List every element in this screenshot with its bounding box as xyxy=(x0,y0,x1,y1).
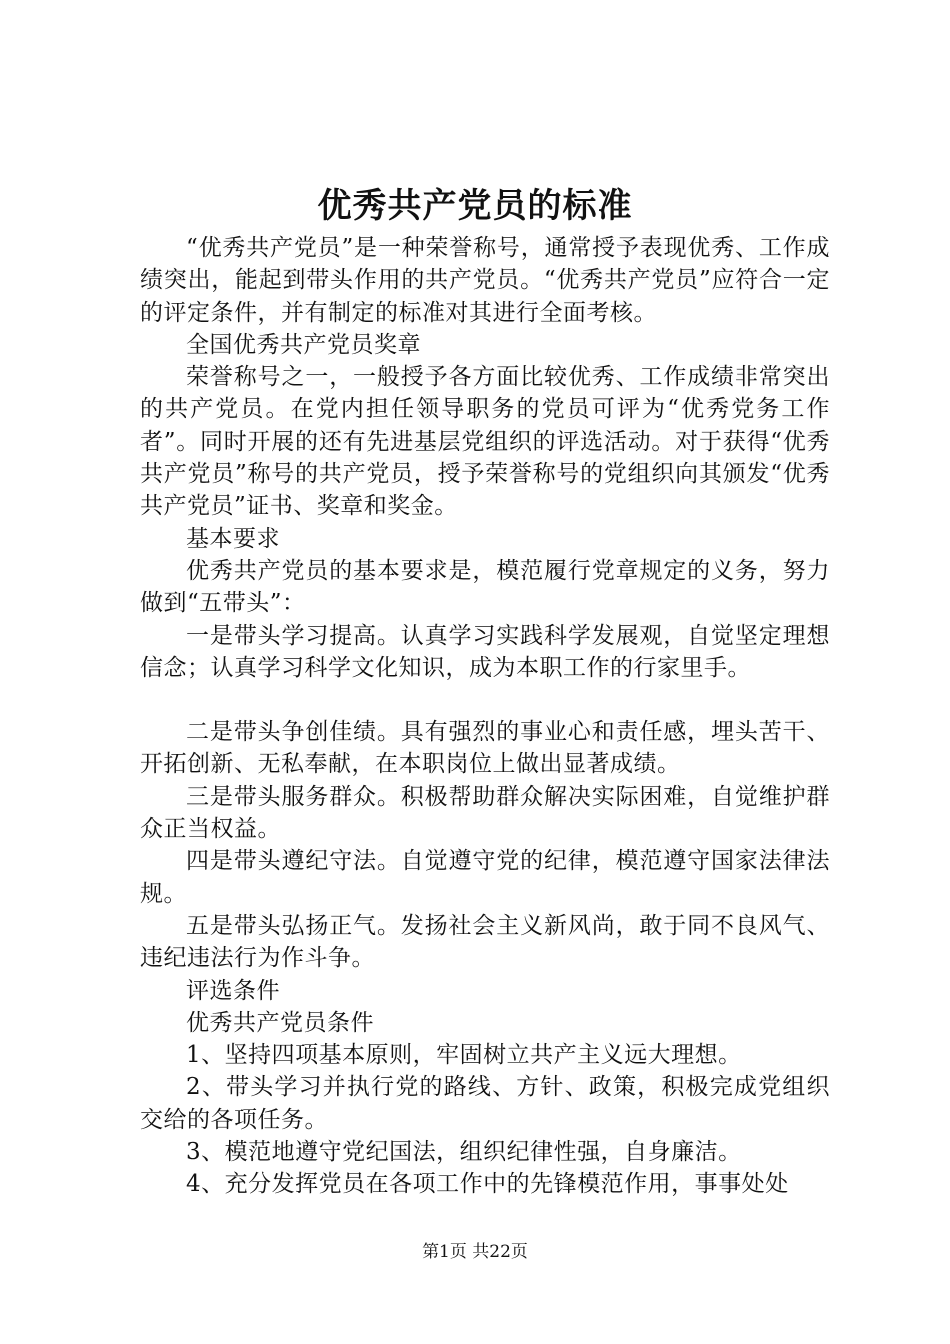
paragraph-requirement-1: 一是带头学习提高。认真学习实践科学发展观，自觉坚定理想信念；认真学习科学文化知识，成为本职工作的行家里手。 xyxy=(140,622,830,681)
paragraph-requirement-2: 二是带头争创佳绩。具有强烈的事业心和责任感，埋头苦干、开拓创新、无私奉献，在本职岗位上做出显著成绩。 xyxy=(140,719,830,778)
paragraph-requirement-4: 四是带头遵纪守法。自觉遵守党的纪律，模范遵守国家法律法规。 xyxy=(140,848,830,907)
document-title: 优秀共产党员的标准 xyxy=(317,186,633,226)
paragraph-requirements-heading: 基本要求 xyxy=(186,525,280,552)
page-footer: 第1页 共22页 xyxy=(422,1242,528,1262)
paragraph-intro: “优秀共产党员”是一种荣誉称号，通常授予表现优秀、工作成绩突出，能起到带头作用的共产党员。“优秀共产党员”应符合一定的评定条件，并有制定的标准对其进行全面考核。 xyxy=(140,235,830,326)
document-body xyxy=(140,232,830,1201)
paragraph-criterion-4: 4、充分发挥党员在各项工作中的先锋模范作用，事事处处 xyxy=(186,1171,789,1198)
paragraph-requirement-3: 三是带头服务群众。积极帮助群众解决实际困难，自觉维护群众正当权益。 xyxy=(140,783,830,843)
paragraph-medal-description: 荣誉称号之一，一般授予各方面比较优秀、工作成绩非常突出的共产党员。在党内担任领导职务的党员可评为“优秀党务工作者”。同时开展的还有先进基层党组织的评选活动。对于获得“优秀共产党员”称号的共产党员，授予荣誉称号的党组织向其颁发“优秀共产党员”证书、奖章和奖金。 xyxy=(140,364,830,520)
paragraph-criteria-heading: 评选条件 xyxy=(186,977,280,1004)
paragraph-requirements-intro: 优秀共产党员的基本要求是，模范履行党章规定的义务，努力做到“五带头”： xyxy=(140,557,830,617)
paragraph-criterion-2: 2、带头学习并执行党的路线、方针、政策，积极完成党组织交给的各项任务。 xyxy=(140,1074,830,1133)
paragraph-medal-heading: 全国优秀共产党员奖章 xyxy=(186,331,421,358)
paragraph-requirement-5: 五是带头弘扬正气。发扬社会主义新风尚，敢于同不良风气、违纪违法行为作斗争。 xyxy=(140,912,830,972)
paragraph-criterion-1: 1、坚持四项基本原则，牢固树立共产主义远大理想。 xyxy=(186,1042,742,1069)
paragraph-criterion-3: 3、模范地遵守党纪国法，组织纪律性强，自身廉洁。 xyxy=(186,1139,742,1166)
paragraph-criteria-subheading: 优秀共产党员条件 xyxy=(186,1009,374,1036)
